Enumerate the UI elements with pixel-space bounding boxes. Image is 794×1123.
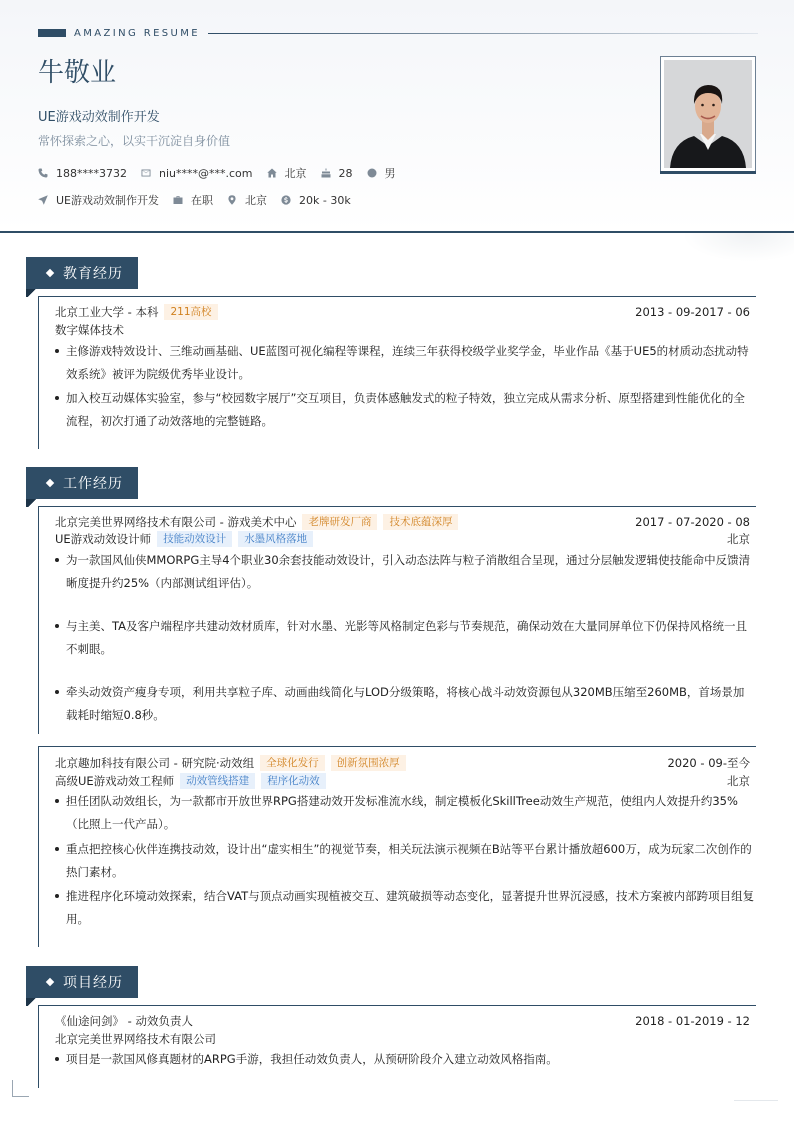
work-date: 2020 - 09-至今 xyxy=(667,756,750,770)
section-title-projects xyxy=(26,966,138,998)
entry-left-rule xyxy=(38,506,39,734)
role-tag: 水墨风格落地 xyxy=(238,531,313,547)
education-entry-header xyxy=(55,304,750,320)
company-tag: 全球化发行 xyxy=(260,755,325,771)
section-title-work xyxy=(26,467,138,499)
diamond-icon xyxy=(46,479,54,487)
intent-position-info: UE游戏动效制作开发 xyxy=(38,192,159,208)
phone-info: 188****3732 xyxy=(38,167,127,180)
location-pin-icon xyxy=(227,195,237,205)
entry-divider xyxy=(38,746,756,747)
section-title-fold xyxy=(26,499,38,507)
avatar-underline xyxy=(660,171,756,174)
role-name: UE游戏动效设计师 xyxy=(55,532,152,546)
avatar xyxy=(664,60,752,168)
motto: 常怀探索之心，以实干沉淀自身价值 xyxy=(38,134,231,148)
contact-info-row xyxy=(38,165,410,181)
bullet-dot xyxy=(55,624,59,628)
project-entry-header xyxy=(55,1013,750,1029)
project-company-row xyxy=(55,1031,750,1047)
intent-city-info: 北京 xyxy=(227,192,267,208)
gender-icon xyxy=(367,168,377,178)
status-info: 在职 xyxy=(173,192,213,208)
footer-line xyxy=(734,1100,778,1101)
list-item: 项目是一款国风修真题材的ARPG手游，我担任动效负责人，从预研阶段介入建立动效风格指南。 xyxy=(55,1048,755,1071)
section-title-fold xyxy=(26,998,38,1006)
hometown-info: 北京 xyxy=(267,165,307,181)
list-item: 加入校互动媒体实验室，参与“校园数字展厅”交互项目，负责体感触发式的粒子特效，独立完成从需求分析、原型搭建到性能优化的全流程，初次打通了动效落地的完整链路。 xyxy=(55,387,755,432)
section-title-education xyxy=(26,257,138,289)
salary-info: 20k - 30k xyxy=(281,194,351,207)
gender-info: 男 xyxy=(367,165,396,181)
kicker-line xyxy=(208,33,758,34)
major-name: 数字媒体技术 xyxy=(55,323,124,337)
bullet-dot xyxy=(55,1057,59,1061)
work-role-row xyxy=(55,531,750,547)
company-name: 北京完美世界网络技术有限公司 - 游戏美术中心 xyxy=(55,515,297,529)
briefcase-icon xyxy=(173,195,183,205)
email-info: niu****@***.com xyxy=(141,167,253,180)
diamond-icon xyxy=(46,978,54,986)
mail-icon xyxy=(141,168,151,178)
kicker-bar xyxy=(38,29,66,37)
bullet-dot xyxy=(55,349,59,353)
work-entry-header xyxy=(55,755,750,771)
education-date: 2013 - 09-2017 - 06 xyxy=(635,305,750,319)
bullet-dot xyxy=(55,558,59,562)
entry-divider xyxy=(38,1005,756,1006)
list-item: 主修游戏特效设计、三维动画基础、UE蓝图可视化编程等课程，连续三年获得校级学业奖学金，毕业作品《基于UE5的材质动态扰动特效系统》被评为院级优秀毕业设计。 xyxy=(55,340,755,385)
cake-icon xyxy=(321,168,331,178)
phone-icon xyxy=(38,168,48,178)
list-item: 重点把控核心伙伴连携技动效，设计出“虚实相生”的视觉节奏，相关玩法演示视频在B站等平台累计播放超600万，成为玩家二次创作的热门素材。 xyxy=(55,838,755,883)
job-intent-row xyxy=(38,192,365,208)
project-name: 《仙途问剑》 - 动效负责人 xyxy=(55,1014,193,1028)
entry-divider xyxy=(38,506,756,507)
header-shadow-decoration xyxy=(682,232,794,262)
age-info: 28 xyxy=(321,167,353,180)
bullet-dot xyxy=(55,894,59,898)
section-title-text: 项目经历 xyxy=(63,975,123,991)
entry-left-rule xyxy=(38,1005,39,1088)
school-tag: 211高校 xyxy=(164,304,217,320)
bullet-dot xyxy=(55,690,59,694)
entry-divider xyxy=(38,296,756,297)
section-title-text: 教育经历 xyxy=(63,266,123,282)
header-divider xyxy=(0,231,794,233)
home-icon xyxy=(267,168,277,178)
bullet-dot xyxy=(55,799,59,803)
list-item: 与主美、TA及客户端程序共建动效材质库，针对水墨、光影等风格制定色彩与节奏规范，确保动效在大量同屏单位下仍保持风格统一且不刺眼。 xyxy=(55,615,755,660)
entry-left-rule xyxy=(38,746,39,947)
company-tag: 技术底蕴深厚 xyxy=(383,514,458,530)
role-tag: 程序化动效 xyxy=(261,773,326,789)
project-date: 2018 - 01-2019 - 12 xyxy=(635,1014,750,1028)
section-title-fold xyxy=(26,289,38,297)
kicker-text: AMAZING RESUME xyxy=(74,27,200,39)
avatar-portrait-icon xyxy=(664,60,752,168)
company-tag: 创新氛围浓厚 xyxy=(331,755,406,771)
company-name: 北京趣加科技有限公司 - 研究院·动效组 xyxy=(55,756,255,770)
candidate-name: 牛敬业 xyxy=(38,58,117,88)
diamond-icon xyxy=(46,269,54,277)
work-city: 北京 xyxy=(727,532,750,546)
project-company: 北京完美世界网络技术有限公司 xyxy=(55,1032,216,1046)
role-name: 高级UE游戏动效工程师 xyxy=(55,774,175,788)
education-major-row xyxy=(55,322,750,338)
job-position: UE游戏动效制作开发 xyxy=(38,110,160,125)
entry-left-rule xyxy=(38,296,39,449)
role-tag: 技能动效设计 xyxy=(157,531,232,547)
list-item: 推进程序化环境动效探索，结合VAT与顶点动画实现植被交互、建筑破损等动态变化，显著提升世界沉浸感，技术方案被内部跨项目组复用。 xyxy=(55,885,755,930)
list-item: 牵头动效资产瘦身专项，利用共享粒子库、动画曲线简化与LOD分级策略，将核心战斗动效资源包从320MB压缩至260MB，首场景加载耗时缩短0.8秒。 xyxy=(55,681,755,726)
work-city: 北京 xyxy=(727,774,750,788)
send-icon xyxy=(38,195,48,205)
resume-kicker xyxy=(38,27,200,39)
avatar-frame xyxy=(660,56,756,172)
work-entry-header xyxy=(55,514,750,530)
company-tag: 老牌研发厂商 xyxy=(302,514,377,530)
school-name: 北京工业大学 - 本科 xyxy=(55,305,159,319)
bullet-dot xyxy=(55,396,59,400)
list-item: 担任团队动效组长，为一款都市开放世界RPG搭建动效开发标准流水线，制定模板化SkillTree动效生产规范，使组内人效提升约35%（比照上一代产品）。 xyxy=(55,790,755,835)
bullet-dot xyxy=(55,847,59,851)
work-role-row xyxy=(55,773,750,789)
work-date: 2017 - 07-2020 - 08 xyxy=(635,515,750,529)
list-item: 为一款国风仙侠MMORPG主导4个职业30余套技能动效设计，引入动态法阵与粒子消散组合呈现，通过分层触发逻辑使技能命中反馈清晰度提升约25%（内部测试组评估）。 xyxy=(55,549,755,594)
page-corner-mark xyxy=(12,1080,29,1097)
salary-icon xyxy=(281,195,291,205)
role-tag: 动效管线搭建 xyxy=(180,773,255,789)
section-title-text: 工作经历 xyxy=(63,476,123,492)
